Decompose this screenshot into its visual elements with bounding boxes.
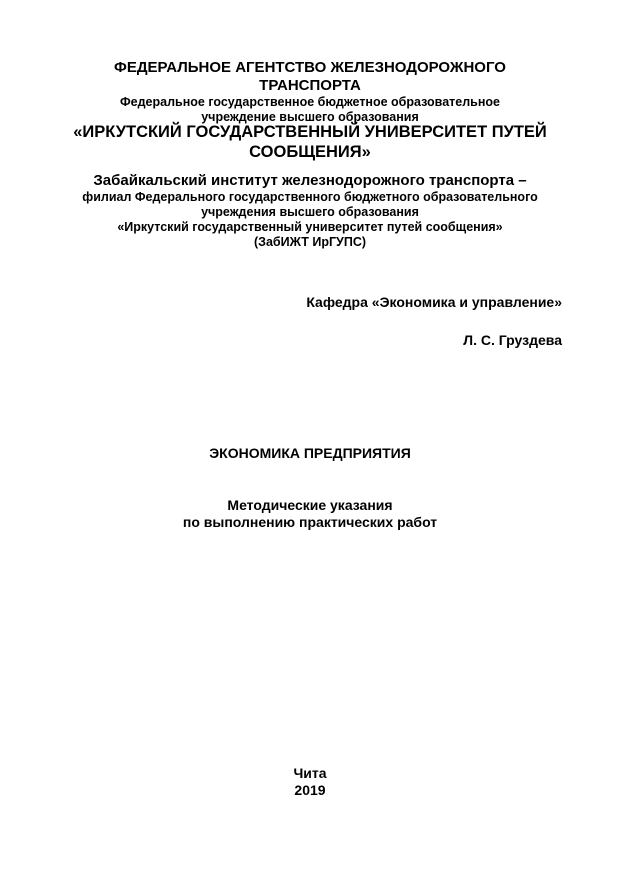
university-line-1: «ИРКУТСКИЙ ГОСУДАРСТВЕННЫЙ УНИВЕРСИТЕТ ПУТЕЙ: [73, 123, 547, 141]
institute-line-5: (ЗабИЖТ ИрГУПС): [253, 235, 367, 249]
university-line-2: СООБЩЕНИЯ»: [249, 143, 371, 161]
subtitle-line-1: Методические указания: [227, 497, 393, 513]
year: 2019: [294, 782, 326, 798]
subtitle-line-2: по выполнению практических работ: [182, 514, 438, 530]
institute-line-4: «Иркутский государственный университет путей сообщения»: [117, 220, 503, 234]
document-title: ЭКОНОМИКА ПРЕДПРИЯТИЯ: [209, 445, 411, 461]
budget-line-1: Федеральное государственное бюджетное образовательное: [120, 95, 500, 109]
institute-line-3: учреждения высшего образования: [201, 205, 419, 219]
author-name: Л. С. Груздева: [463, 332, 562, 348]
agency-line-2: ТРАНСПОРТА: [259, 77, 361, 94]
budget-line-2: учреждение высшего образования: [201, 110, 419, 124]
agency-line-1: ФЕДЕРАЛЬНОЕ АГЕНТСТВО ЖЕЛЕЗНОДОРОЖНОГО: [114, 59, 506, 76]
institute-line-2: филиал Федерального государственного бюджетного образовательного: [82, 190, 538, 204]
institute-line-1: Забайкальский институт железнодорожного транспорта –: [93, 172, 527, 189]
city: Чита: [293, 765, 327, 781]
department-name: Кафедра «Экономика и управление»: [306, 294, 562, 310]
